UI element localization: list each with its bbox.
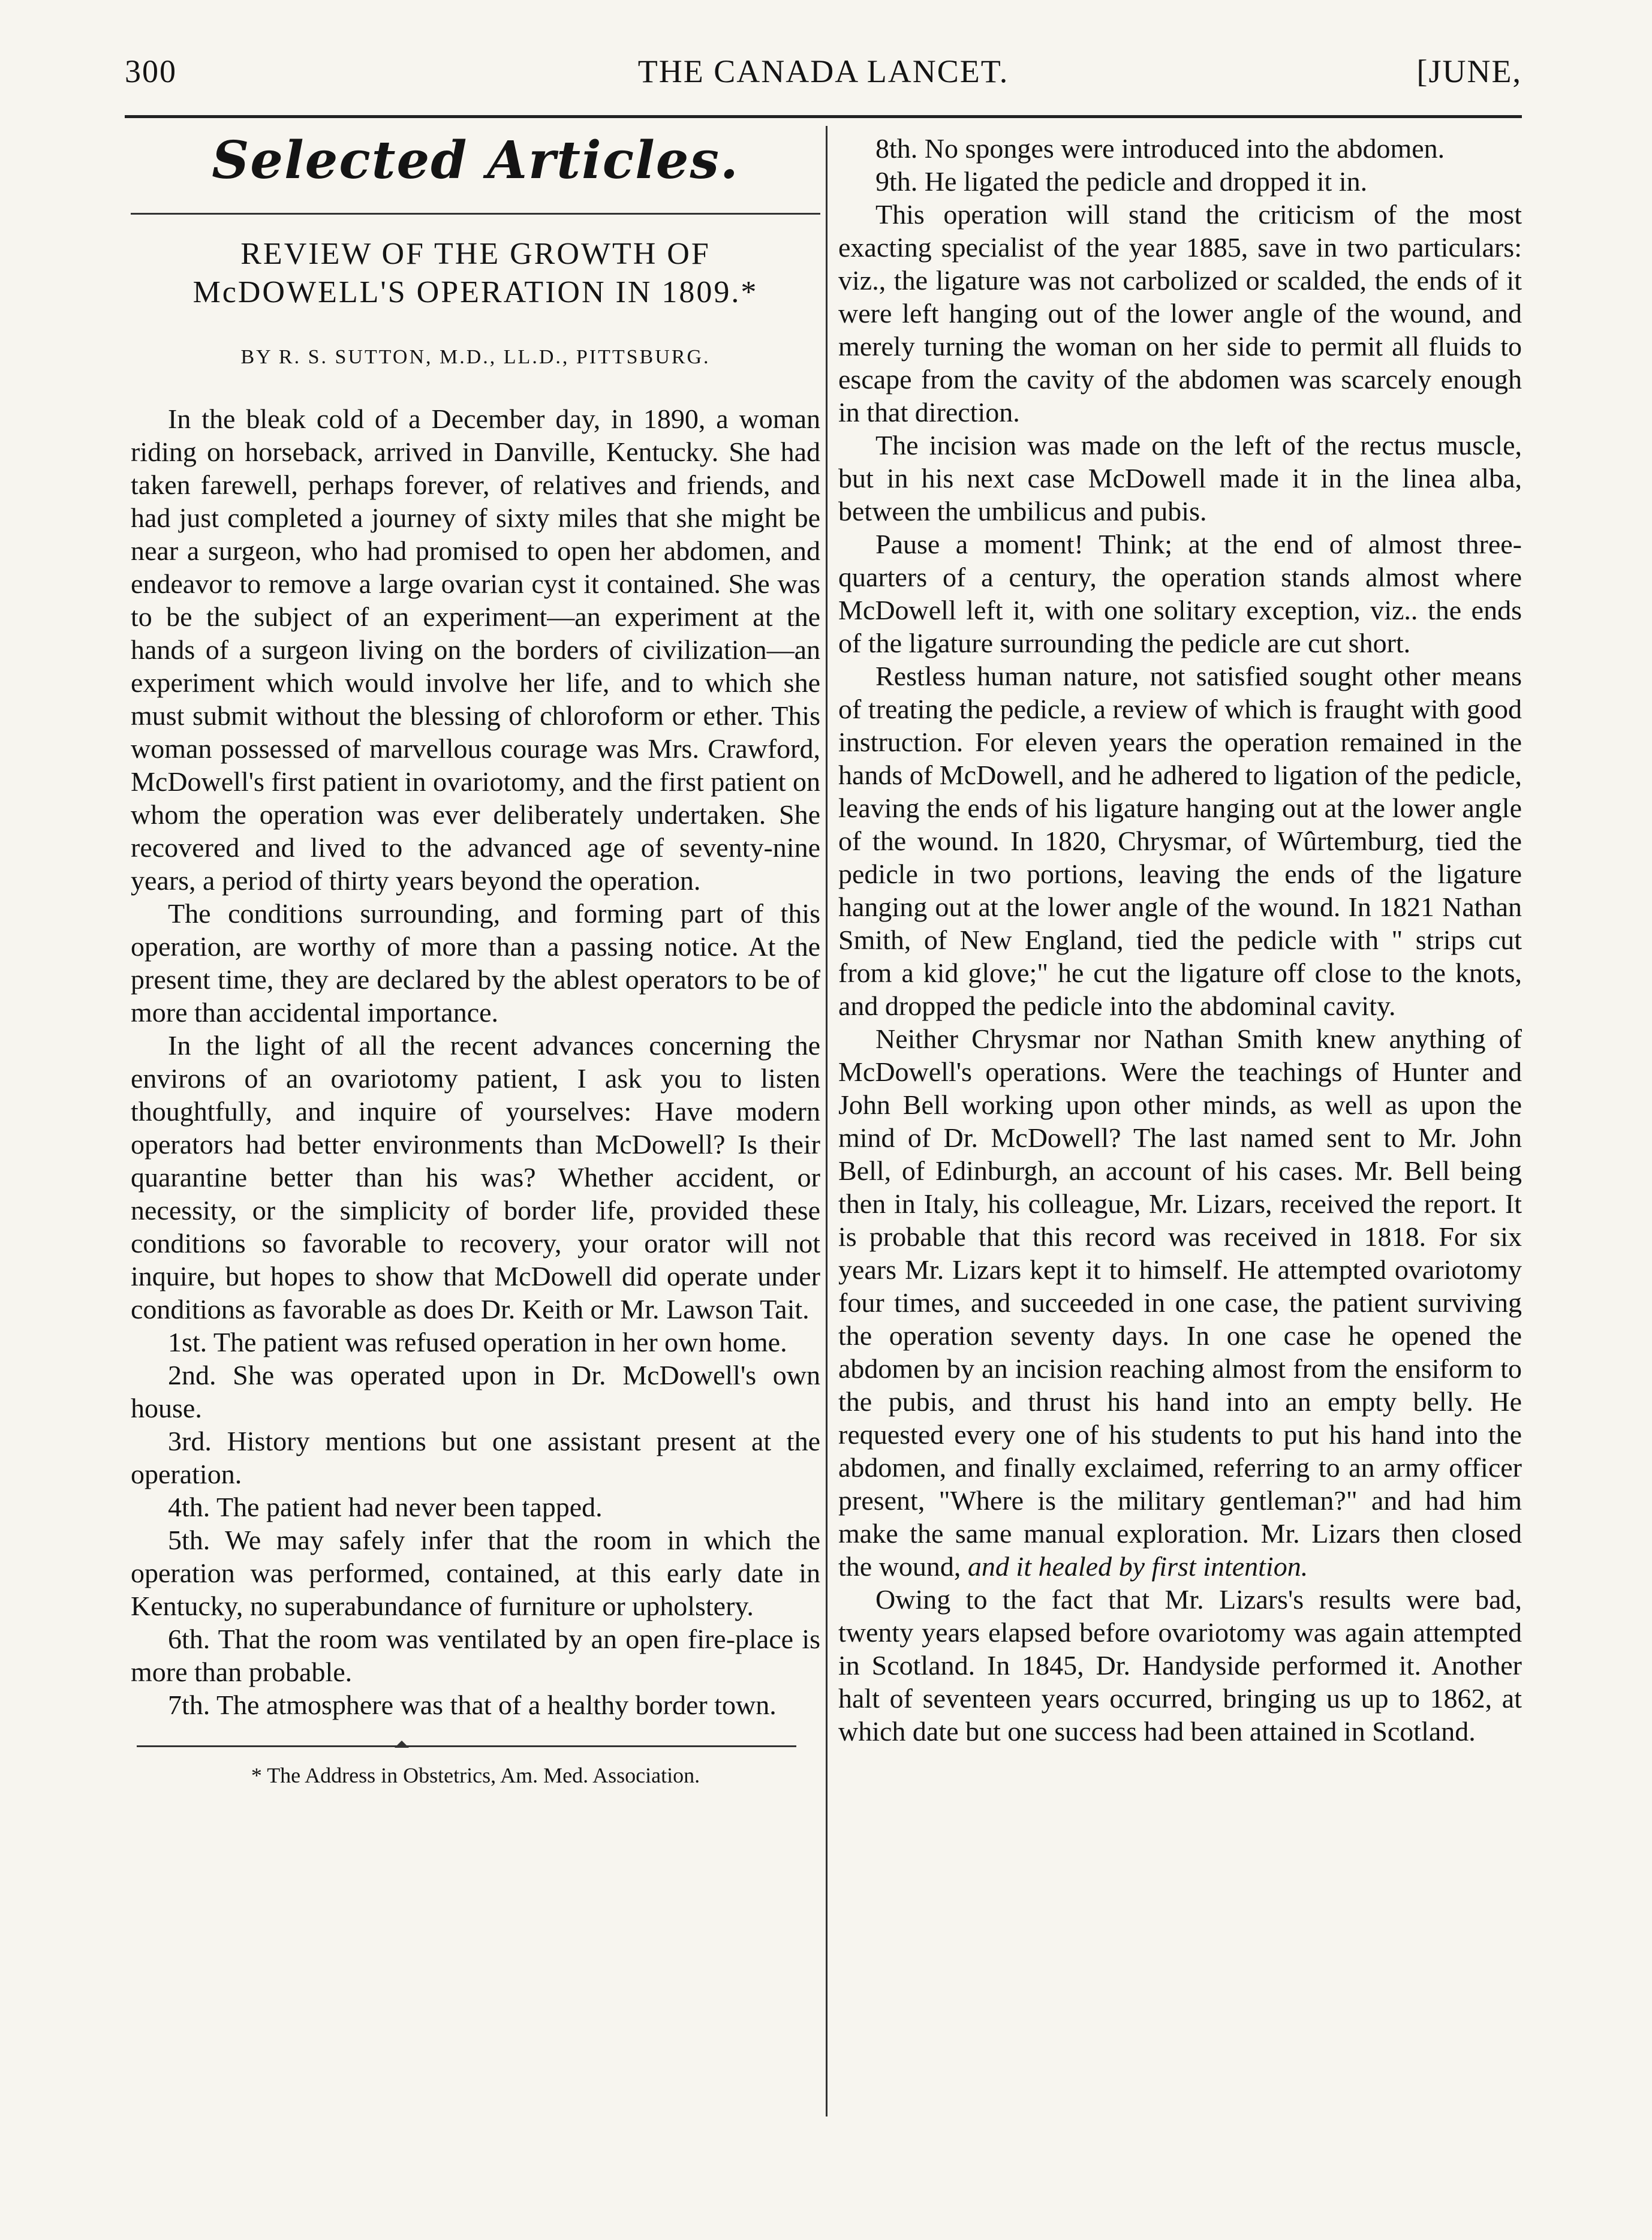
- issue-month: [JUNE,: [1416, 53, 1522, 89]
- list-item: 3rd. History mentions but one assistant present at the operation.: [131, 1426, 820, 1489]
- paragraph: Restless human nature, not satisfied sought other means of treating the pedicle, a review of which is fraught with good instruction. For eleven years the operation remained in the hands of McDowell, and he adhered to ligation of the pedicle, leaving the ends of his ligature hanging out at the lower angle of the wound. In 1820, Chrysmar, of Wûrtemburg, tied the pedicle in two portions, leaving the ends of the ligature hanging out at the lower angle of the wound. In 1821 Nathan Smith, of New England, tied the pedicle with " strips cut from a kid glove;" he cut the ligature off close to the knots, and dropped the pedicle into the abdominal cavity.: [838, 661, 1522, 1021]
- list-item: 8th. No sponges were introduced into the abdomen.: [875, 133, 1445, 164]
- paragraph-text: Neither Chrysmar nor Nathan Smith knew anything of McDowell's operations. Were the teachings of Hunter and John Bell working upon other minds, as well as upon the mind of Dr. McDowell? The last named sent to Mr. John Bell, of Edinburgh, an account of his cases. Mr. Bell being then in Italy, his colleague, Mr. Lizars, received the report. It is probable that this record was received in 1818. For six years Mr. Lizars kept it to himself. He attempted ovariotomy four times, and succeeded in one case, the patient surviving the operation seventy days. In one case he opened the abdomen by an incision reaching almost from the ensiform to the pubis, and thrust his hand into an empty belly. He requested every one of his students to put his hand into the abdomen, and finally exclaimed, referring to an army officer present, "Where is the military gentleman?" and had him make the same manual exploration. Mr. Lizars then closed the wound,: [838, 1023, 1522, 1582]
- footnote-rule: [137, 1745, 796, 1747]
- paragraph: [838, 1022, 1522, 1583]
- running-header: [125, 53, 1522, 119]
- paragraph: Owing to the fact that Mr. Lizars's results were bad, twenty years elapsed before ovariotomy was again attempted in Scotland. In 1845, Dr. Handyside performed it. Another halt of seventeen years occurred, bringing us up to 1862, at which date but one success had been attained in Scotland.: [838, 1584, 1522, 1747]
- paragraph: In the light of all the recent advances concerning the environs of an ovariotomy patient, I ask you to listen thoughtfully, and inquire of yourselves: Have modern operators had better environments than McDowell? Is their quarantine better than his was? Whether accident, or necessity, or the simplicity of border life, provided these conditions so favorable to recovery, your orator will not inquire, but hopes to show that McDowell did operate under conditions as favorable as does Dr. Keith or Mr. Lawson Tait.: [131, 1030, 820, 1324]
- section-heading: Selected Articles.: [212, 130, 739, 191]
- header-rule: [125, 115, 1522, 118]
- article-title: REVIEW OF THE GROWTH OF McDOWELL'S OPERATION IN 1809.*: [192, 237, 759, 309]
- list-item: 4th. The patient had never been tapped.: [168, 1492, 603, 1522]
- column-divider: [826, 126, 827, 2116]
- journal-title: THE CANADA LANCET.: [637, 53, 1009, 89]
- page-number: 300: [125, 53, 177, 89]
- paragraph: This operation will stand the criticism of the most exacting specialist of the year 1885, save in two particulars: viz., the ligature was not carbolized or scalded, the ends of it were left hanging out of the lower angle of the wound, and merely turning the woman on her side to permit all fluids to escape from the cavity of the abdomen was scarcely enough in that direction.: [838, 199, 1522, 427]
- list-item: 1st. The patient was refused operation in her own home.: [168, 1327, 787, 1357]
- right-column: [838, 132, 1522, 1748]
- section-rule: [131, 213, 820, 215]
- italic-phrase: and it healed by first intention.: [967, 1551, 1308, 1582]
- paragraph: The conditions surrounding, and forming part of this operation, are worthy of more than a passing notice. At the present time, they are declared by the ablest operators to be of more than accidental importance.: [131, 898, 820, 1028]
- article-byline: BY R. S. SUTTON, M.D., LL.D., PITTSBURG.: [240, 346, 711, 368]
- paragraph: In the bleak cold of a December day, in 1890, a woman riding on horseback, arrived in Danville, Kentucky. She had taken farewell, perhaps forever, of relatives and friends, and had just completed a journey of sixty miles that she might be near a surgeon, who had promised to open her abdomen, and endeavor to remove a large ovarian cyst it contained. She was to be the subject of an experiment—an experiment at the hands of a surgeon living on the borders of civilization—an experiment which would involve her life, and to which she must submit without the blessing of chloroform or ether. This woman possessed of marvellous courage was Mrs. Crawford, McDowell's first patient in ovariotomy, and the first patient on whom the operation was ever deliberately undertaken. She recovered and lived to the advanced age of seventy-nine years, a period of thirty years beyond the operation.: [131, 404, 820, 896]
- list-item: 5th. We may safely infer that the room in which the operation was performed, contained, at this early date in Kentucky, no superabundance of furniture or upholstery.: [131, 1525, 820, 1621]
- list-item: 9th. He ligated the pedicle and dropped it in.: [875, 166, 1368, 197]
- left-column: [131, 132, 820, 1792]
- paragraph: The incision was made on the left of the rectus muscle, but in his next case McDowell made it in the linea alba, between the umbilicus and pubis.: [838, 430, 1522, 526]
- paragraph: Pause a moment! Think; at the end of almost three-quarters of a century, the operation stands almost where McDowell left it, with one solitary exception, viz.. the ends of the ligature surrounding the pedicle are cut short.: [838, 529, 1522, 658]
- footnote: * The Address in Obstetrics, Am. Med. Association.: [251, 1763, 700, 1787]
- list-item: 6th. That the room was ventilated by an open fire-place is more than probable.: [131, 1624, 820, 1687]
- list-item: 2nd. She was operated upon in Dr. McDowell's own house.: [131, 1360, 820, 1423]
- list-item: 7th. The atmosphere was that of a healthy border town.: [168, 1690, 777, 1720]
